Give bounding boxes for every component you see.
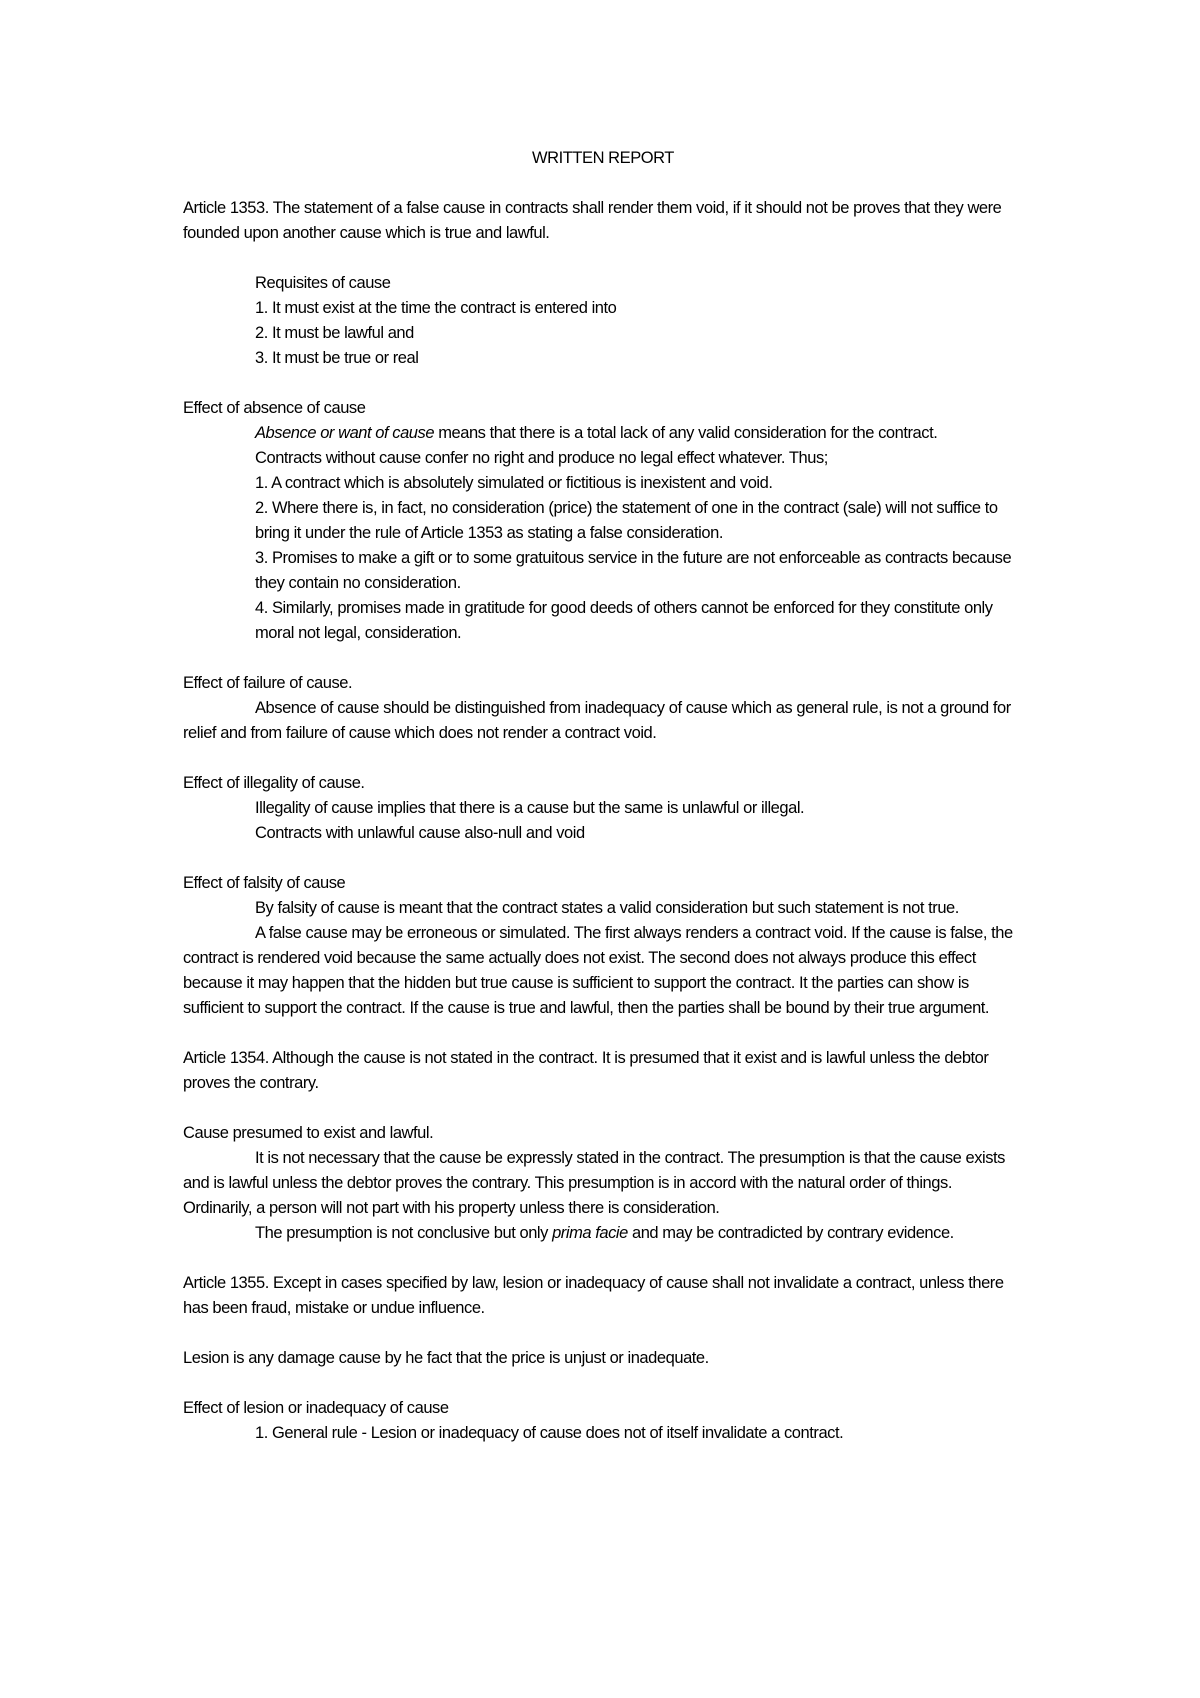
presumed-p2-start: The presumption is not conclusive but only: [255, 1224, 553, 1242]
requisite-item: 3. It must be true or real: [255, 349, 419, 367]
absence-intro: Contracts without cause confer no right and produce no legal effect whatever. Thus;: [255, 449, 828, 467]
absence-heading: Effect of absence of cause: [183, 399, 366, 417]
article-1355-label: Article 1355.: [183, 1274, 269, 1292]
presumed-paragraph-2: [183, 1221, 1023, 1246]
article-1355-text: Except in cases specified by law, lesion or inadequacy of cause shall not invalidate a contract, unless there has been fraud, mistake or undue influence.: [183, 1274, 1004, 1317]
absence-definition: [183, 421, 1023, 446]
article-1354-text: Although the cause is not stated in the contract. It is presumed that it exist and is lawful unless the debtor proves the contrary.: [183, 1049, 989, 1092]
presumed-p2-end: and may be contradicted by contrary evidence.: [627, 1224, 954, 1242]
absence-item: 1. A contract which is absolutely simulated or fictitious is inexistent and void.: [255, 474, 773, 492]
article-1354: [183, 1046, 1023, 1096]
presumed-paragraph-1: It is not necessary that the cause be expressly stated in the contract. The presumption is that the cause exists and is lawful unless the debtor proves the contrary. This presumption is in accord with the natural order of things. Ordinarily, a person will not part with his property unless there is consideration.: [183, 1149, 1005, 1217]
absence-definition-text: means that there is a total lack of any valid consideration for the contract.: [434, 424, 938, 442]
requisite-item: 2. It must be lawful and: [255, 324, 414, 342]
absence-item: 2. Where there is, in fact, no consideration (price) the statement of one in the contract (sale) will not suffice to bring it under the rule of Article 1353 as stating a false consideration.: [255, 499, 998, 542]
article-1353-label: Article 1353.: [183, 199, 269, 217]
lesion-definition: Lesion is any damage cause by he fact that the price is unjust or inadequate.: [183, 1349, 709, 1367]
absence-item: 4. Similarly, promises made in gratitude for good deeds of others cannot be enforced for they constitute only moral not legal, consideration.: [255, 599, 993, 642]
page-title: WRITTEN REPORT: [532, 149, 674, 167]
presumed-p2-term: prima facie: [552, 1224, 628, 1242]
requisite-item: 1. It must exist at the time the contract is entered into: [255, 299, 617, 317]
article-1355: [183, 1271, 1023, 1321]
failure-heading: Effect of failure of cause.: [183, 674, 353, 692]
lesion-effect-item: 1. General rule - Lesion or inadequacy of cause does not of itself invalidate a contract.: [255, 1424, 844, 1442]
article-1354-label: Article 1354.: [183, 1049, 269, 1067]
document-page: [183, 146, 1023, 1446]
falsity-paragraph-1: By falsity of cause is meant that the contract states a valid consideration but such statement is not true.: [255, 899, 959, 917]
illegality-line: Contracts with unlawful cause also-null and void: [255, 824, 585, 842]
article-1353: [183, 196, 1023, 246]
falsity-heading: Effect of falsity of cause: [183, 874, 346, 892]
lesion-effect-heading: Effect of lesion or inadequacy of cause: [183, 1399, 449, 1417]
article-1353-text: The statement of a false cause in contracts shall render them void, if it should not be proves that they were founded upon another cause which is true and lawful.: [183, 199, 1002, 242]
falsity-paragraph-2: A false cause may be erroneous or simulated. The first always renders a contract void. If the cause is false, the contract is rendered void because the same actually does not exist. The second does not always produce this effect because it may happen that the hidden but true cause is sufficient to support the contract. It the parties can show is sufficient to support the contract. If the cause is true and lawful, then the parties shall be bound by their true argument.: [183, 924, 1013, 1017]
absence-definition-term: Absence or want of cause: [255, 424, 435, 442]
requisites-heading: Requisites of cause: [255, 274, 391, 292]
illegality-heading: Effect of illegality of cause.: [183, 774, 365, 792]
absence-item: 3. Promises to make a gift or to some gratuitous service in the future are not enforceable as contracts because they contain no consideration.: [255, 549, 1012, 592]
presumed-heading: Cause presumed to exist and lawful.: [183, 1124, 434, 1142]
failure-text: Absence of cause should be distinguished from inadequacy of cause which as general rule, is not a ground for relief and from failure of cause which does not render a contract void.: [183, 699, 1011, 742]
illegality-line: Illegality of cause implies that there is a cause but the same is unlawful or illegal.: [255, 799, 805, 817]
